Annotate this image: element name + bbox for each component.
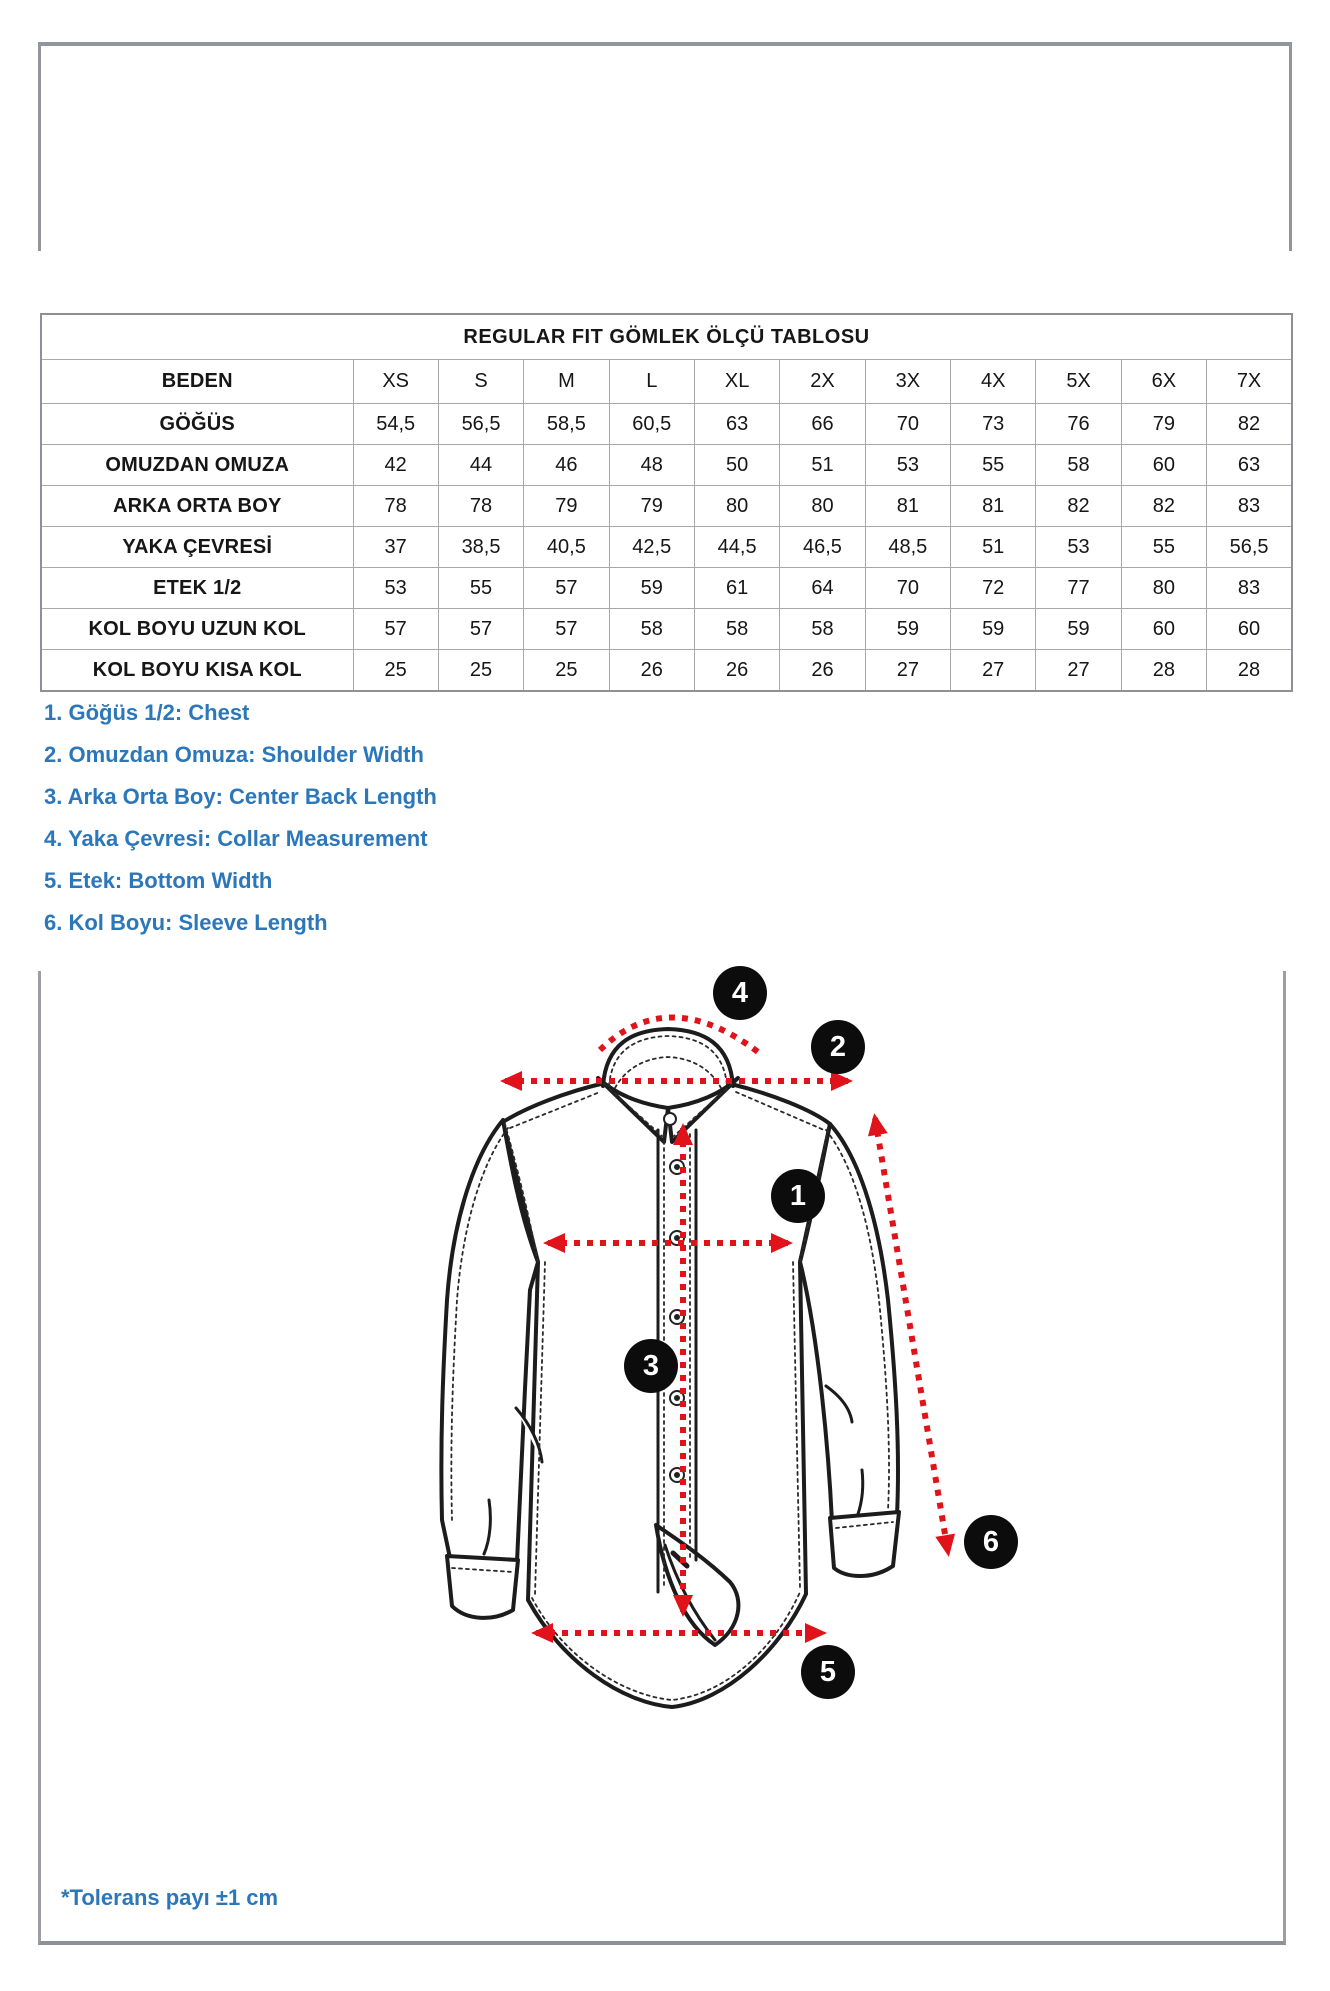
table-cell: 64 xyxy=(780,568,865,609)
table-cell: 27 xyxy=(1036,650,1121,692)
tolerance-footnote: *Tolerans payı ±1 cm xyxy=(61,1885,279,1910)
table-cell: 58 xyxy=(609,609,694,650)
row-label: GÖĞÜS xyxy=(41,404,353,445)
table-cell: 57 xyxy=(353,609,438,650)
table-cell: 53 xyxy=(353,568,438,609)
table-cell: 57 xyxy=(524,568,609,609)
table-cell: 42 xyxy=(353,445,438,486)
table-cell: 44,5 xyxy=(694,527,779,568)
table-cell: 38,5 xyxy=(438,527,523,568)
table-cell: 55 xyxy=(951,445,1036,486)
size-table-title-row xyxy=(41,314,1292,360)
size-table-header-row xyxy=(41,360,1292,404)
table-cell: 46 xyxy=(524,445,609,486)
row-label: ETEK 1/2 xyxy=(41,568,353,609)
table-cell: 60 xyxy=(1207,609,1292,650)
table-cell: 63 xyxy=(694,404,779,445)
table-cell: 26 xyxy=(609,650,694,692)
measure-badge-1: 1 xyxy=(771,1169,825,1223)
table-cell: 59 xyxy=(609,568,694,609)
legend-item: 4. Yaka Çevresi: Collar Measurement xyxy=(44,826,428,851)
table-cell: 73 xyxy=(951,404,1036,445)
table-cell: 60 xyxy=(1121,609,1206,650)
table-cell: 42,5 xyxy=(609,527,694,568)
table-cell: 81 xyxy=(865,486,950,527)
table-cell: 26 xyxy=(780,650,865,692)
table-cell: 79 xyxy=(1121,404,1206,445)
table-row-arka-orta-boy xyxy=(41,486,1292,527)
size-table xyxy=(40,313,1293,692)
table-cell: 76 xyxy=(1036,404,1121,445)
table-cell: 80 xyxy=(1121,568,1206,609)
measure-badge-5: 5 xyxy=(801,1645,855,1699)
table-cell: 48 xyxy=(609,445,694,486)
legend-item: 2. Omuzdan Omuza: Shoulder Width xyxy=(44,742,424,767)
table-cell: 58 xyxy=(694,609,779,650)
table-cell: 59 xyxy=(951,609,1036,650)
table-cell: 82 xyxy=(1121,486,1206,527)
measure-badge-6: 6 xyxy=(964,1515,1018,1569)
table-cell: 77 xyxy=(1036,568,1121,609)
table-cell: 54,5 xyxy=(353,404,438,445)
legend-item: 1. Göğüs 1/2: Chest xyxy=(44,700,250,725)
table-cell: 57 xyxy=(438,609,523,650)
table-cell: 25 xyxy=(524,650,609,692)
table-cell: 25 xyxy=(438,650,523,692)
table-cell: 55 xyxy=(438,568,523,609)
table-cell: 57 xyxy=(524,609,609,650)
right-cuff xyxy=(830,1512,899,1576)
size-header-xl: XL xyxy=(694,360,779,404)
table-cell: 56,5 xyxy=(1207,527,1292,568)
table-cell: 51 xyxy=(951,527,1036,568)
table-cell: 27 xyxy=(865,650,950,692)
table-cell: 37 xyxy=(353,527,438,568)
row-label: KOL BOYU KISA KOL xyxy=(41,650,353,692)
table-cell: 63 xyxy=(1207,445,1292,486)
table-cell: 81 xyxy=(951,486,1036,527)
legend-item: 6. Kol Boyu: Sleeve Length xyxy=(44,910,328,935)
table-cell: 58 xyxy=(1036,445,1121,486)
size-header-3x: 3X xyxy=(865,360,950,404)
table-cell: 53 xyxy=(865,445,950,486)
legend-item: 3. Arka Orta Boy: Center Back Length xyxy=(44,784,437,809)
table-cell: 82 xyxy=(1036,486,1121,527)
table-cell: 72 xyxy=(951,568,1036,609)
table-cell: 50 xyxy=(694,445,779,486)
table-cell: 26 xyxy=(694,650,779,692)
shirt-technical-drawing xyxy=(38,971,1292,1945)
table-cell: 70 xyxy=(865,404,950,445)
table-cell: 70 xyxy=(865,568,950,609)
measurement-legend xyxy=(44,692,437,944)
table-cell: 66 xyxy=(780,404,865,445)
table-row-yaka-cevresi xyxy=(41,527,1292,568)
table-cell: 78 xyxy=(353,486,438,527)
table-cell: 28 xyxy=(1207,650,1292,692)
table-cell: 51 xyxy=(780,445,865,486)
measure-badge-4: 4 xyxy=(713,966,767,1020)
table-cell: 61 xyxy=(694,568,779,609)
table-cell: 80 xyxy=(694,486,779,527)
row-label: YAKA ÇEVRESİ xyxy=(41,527,353,568)
size-header-5x: 5X xyxy=(1036,360,1121,404)
table-cell: 56,5 xyxy=(438,404,523,445)
table-cell: 44 xyxy=(438,445,523,486)
size-header-2x: 2X xyxy=(780,360,865,404)
table-cell: 59 xyxy=(865,609,950,650)
table-row-gogus xyxy=(41,404,1292,445)
measure-badge-2: 2 xyxy=(811,1020,865,1074)
table-cell: 83 xyxy=(1207,568,1292,609)
row-label: ARKA ORTA BOY xyxy=(41,486,353,527)
measure-badge-3: 3 xyxy=(624,1339,678,1393)
table-cell: 80 xyxy=(780,486,865,527)
table-cell: 58,5 xyxy=(524,404,609,445)
size-header-s: S xyxy=(438,360,523,404)
row-label: OMUZDAN OMUZA xyxy=(41,445,353,486)
table-cell: 25 xyxy=(353,650,438,692)
legend-item: 5. Etek: Bottom Width xyxy=(44,868,273,893)
table-cell: 55 xyxy=(1121,527,1206,568)
size-header-7x: 7X xyxy=(1207,360,1292,404)
diagram-panel xyxy=(38,971,1286,1945)
size-header-4x: 4X xyxy=(951,360,1036,404)
table-cell: 60,5 xyxy=(609,404,694,445)
size-header-xs: XS xyxy=(353,360,438,404)
size-table-title: REGULAR FIT GÖMLEK ÖLÇÜ TABLOSU xyxy=(41,314,1292,360)
table-row-kol-boyu-uzun xyxy=(41,609,1292,650)
table-cell: 53 xyxy=(1036,527,1121,568)
table-cell: 83 xyxy=(1207,486,1292,527)
header-beden-label: BEDEN xyxy=(41,360,353,404)
table-cell: 27 xyxy=(951,650,1036,692)
table-cell: 82 xyxy=(1207,404,1292,445)
table-row-omuzdan-omuza xyxy=(41,445,1292,486)
size-header-l: L xyxy=(609,360,694,404)
table-cell: 79 xyxy=(524,486,609,527)
table-cell: 60 xyxy=(1121,445,1206,486)
table-cell: 28 xyxy=(1121,650,1206,692)
size-header-6x: 6X xyxy=(1121,360,1206,404)
table-cell: 79 xyxy=(609,486,694,527)
table-row-kol-boyu-kisa xyxy=(41,650,1292,692)
table-cell: 40,5 xyxy=(524,527,609,568)
table-row-etek xyxy=(41,568,1292,609)
table-cell: 58 xyxy=(780,609,865,650)
table-cell: 46,5 xyxy=(780,527,865,568)
table-cell: 59 xyxy=(1036,609,1121,650)
table-cell: 78 xyxy=(438,486,523,527)
row-label: KOL BOYU UZUN KOL xyxy=(41,609,353,650)
left-cuff xyxy=(447,1556,518,1618)
table-cell: 48,5 xyxy=(865,527,950,568)
size-header-m: M xyxy=(524,360,609,404)
top-cropped-panel xyxy=(38,42,1292,251)
